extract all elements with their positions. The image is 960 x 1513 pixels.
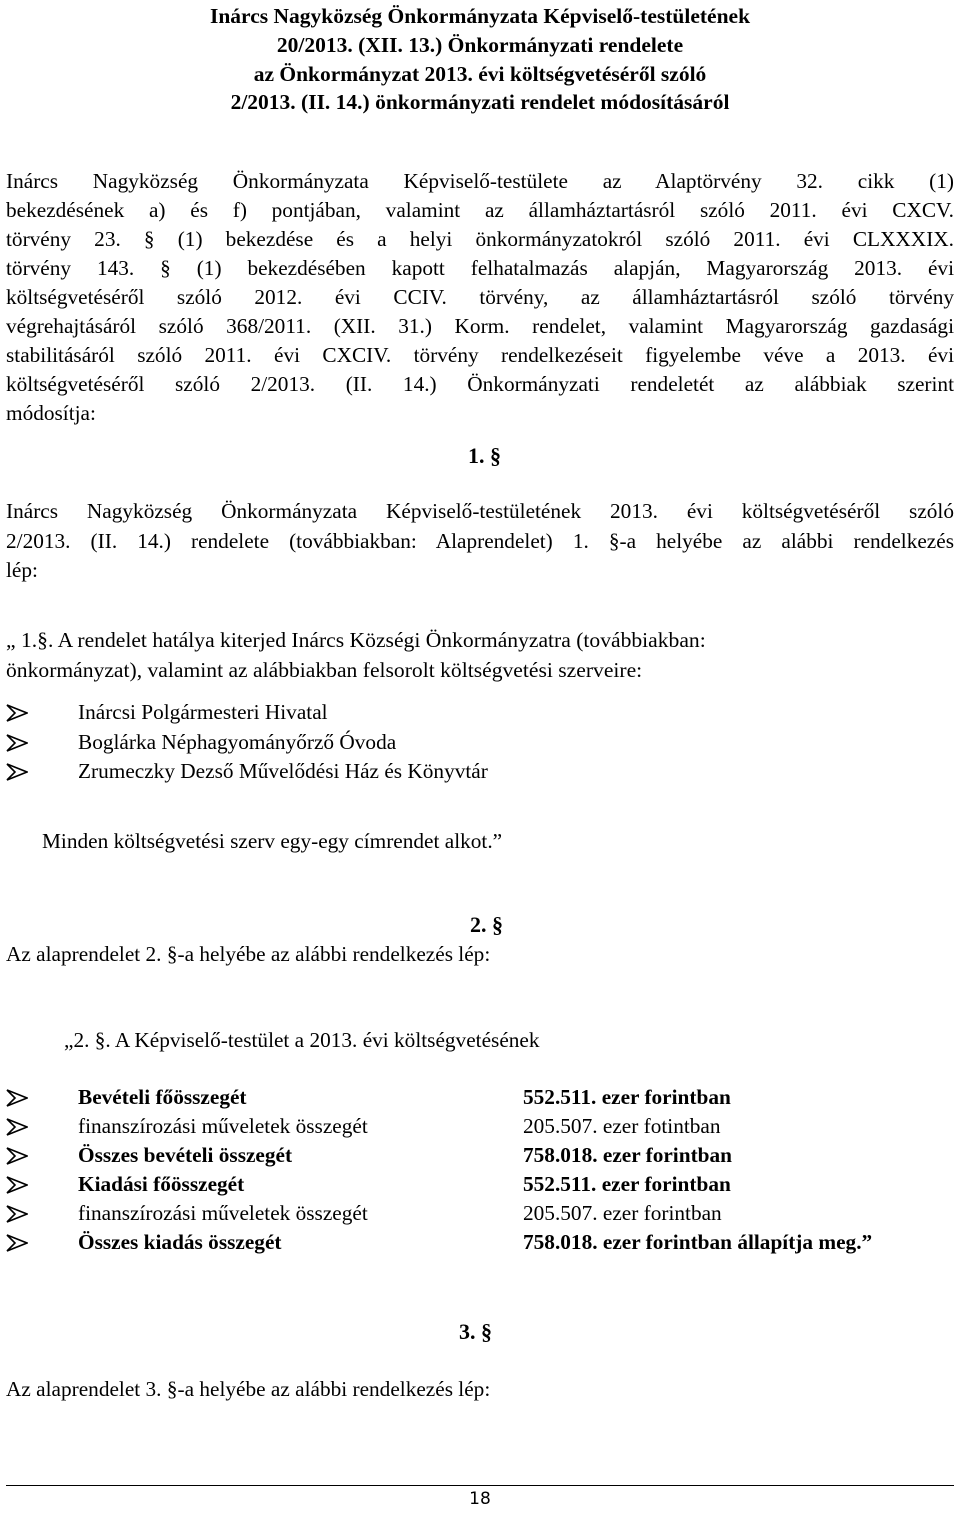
amount-value: 552.511. ezer forintban	[523, 1172, 731, 1196]
quote-line: önkormányzat), valamint az alábbiakban felsorolt költségvetési szerveire:	[6, 657, 643, 682]
section-1-closing: Minden költségvetési szerv egy-egy címrendet alkot.”	[42, 829, 503, 853]
institution-name: Boglárka Néphagyományőrző Óvoda	[78, 729, 397, 754]
section-1-line: 2/2013. (II. 14.) rendelete (továbbiakban: Alaprendelet) 1. §-a helyébe az alábbi rendelkezés	[6, 528, 954, 553]
amount-label: Kiadási főösszegét	[78, 1172, 245, 1196]
preamble-line: törvény 23. § (1) bekezdése és a helyi önkormányzatokról szóló 2011. évi CLXXXIX.	[6, 227, 954, 251]
section-2-quote: „2. §. A Képviselő-testület a 2013. évi költségvetésének	[64, 1028, 540, 1052]
list-item	[6, 698, 488, 728]
preamble-paragraph	[6, 167, 954, 428]
preamble-line: költségvetéséről szóló 2/2013. (II. 14.) Önkormányzati rendeletét az alábbiak szerint	[6, 372, 954, 396]
institution-name: Zrumeczky Dezső Művelődési Ház és Könyvtár	[78, 759, 488, 783]
arrow-bullet-icon	[6, 1205, 28, 1223]
arrow-bullet-icon	[6, 1234, 28, 1252]
amount-label: Összes kiadás összegét	[78, 1230, 282, 1254]
arrow-bullet-icon	[6, 763, 28, 781]
section-3-heading: 3. §	[459, 1319, 492, 1344]
arrow-bullet-icon	[6, 704, 28, 722]
page-number: 18	[469, 1489, 491, 1509]
institution-list	[6, 698, 488, 787]
quote-line: „ 1.§. A rendelet hatálya kiterjed Inárcs Községi Önkormányzatra (továbbiakban:	[6, 628, 706, 652]
list-item	[6, 1112, 946, 1141]
preamble-line: végrehajtásáról szóló 368/2011. (XII. 31.) Korm. rendelet, valamint Magyarország gazdasági	[6, 314, 954, 338]
arrow-bullet-icon	[6, 1118, 28, 1136]
title-line: 2/2013. (II. 14.) önkormányzati rendelet módosításáról	[230, 90, 730, 115]
preamble-line: stabilitásáról szóló 2011. évi CXCIV. törvény rendelkezéseit figyelembe véve a 2013. évi	[6, 343, 954, 367]
list-item	[6, 1141, 946, 1170]
preamble-line: módosítja:	[6, 401, 96, 425]
section-3-intro: Az alaprendelet 3. §-a helyébe az alábbi rendelkezés lép:	[6, 1377, 491, 1401]
preamble-line: költségvetéséről szóló 2012. évi CCIV. törvény, az államháztartásról szóló törvény	[6, 285, 954, 309]
document-title	[60, 2, 900, 117]
list-item	[6, 757, 488, 787]
section-2-heading: 2. §	[470, 912, 503, 937]
arrow-bullet-icon	[6, 1089, 28, 1107]
list-item	[6, 1199, 946, 1228]
title-line: 20/2013. (XII. 13.) Önkormányzati rendelete	[276, 32, 684, 57]
section-1-line: Inárcs Nagyközség Önkormányzata Képviselő-testületének 2013. évi költségvetéséről szóló	[6, 499, 954, 523]
section-1-heading: 1. §	[468, 443, 501, 468]
list-item	[6, 1083, 946, 1112]
arrow-bullet-icon	[6, 1147, 28, 1165]
preamble-line: törvény 143. § (1) bekezdésében kapott felhatalmazás alapján, Magyarország 2013. évi	[6, 256, 954, 280]
amount-value: 758.018. ezer forintban	[523, 1143, 732, 1167]
section-2-intro: Az alaprendelet 2. §-a helyébe az alábbi rendelkezés lép:	[6, 942, 491, 966]
section-1-line: lép:	[6, 558, 38, 582]
arrow-bullet-icon	[6, 734, 28, 752]
amount-value: 205.507. ezer fotintban	[523, 1114, 721, 1138]
preamble-line: Inárcs Nagyközség Önkormányzata Képviselő-testülete az Alaptörvény 32. cikk (1)	[6, 169, 954, 193]
section-1-paragraph	[6, 497, 954, 586]
title-line: az Önkormányzat 2013. évi költségvetéséről szóló	[253, 61, 707, 86]
amount-label: finanszírozási műveletek összegét	[78, 1114, 368, 1138]
list-item	[6, 1228, 946, 1257]
amount-label: finanszírozási műveletek összegét	[78, 1201, 368, 1225]
institution-name: Inárcsi Polgármesteri Hivatal	[78, 700, 328, 724]
amount-label: Bevételi főösszegét	[78, 1085, 247, 1109]
section-1-quote	[6, 626, 954, 685]
preamble-line: bekezdésének a) és f) pontjában, valamint az államháztartásról szóló 2011. évi CXCV.	[6, 198, 954, 222]
arrow-bullet-icon	[6, 1176, 28, 1194]
title-line: Inárcs Nagyközség Önkormányzata Képviselő-testületének	[209, 4, 751, 28]
amount-value: 552.511. ezer forintban	[523, 1085, 731, 1109]
list-item	[6, 1170, 946, 1199]
footer-divider	[6, 1485, 954, 1486]
amount-value: 758.018. ezer forintban állapítja meg.”	[523, 1230, 873, 1254]
amount-label: Összes bevételi összegét	[78, 1143, 293, 1167]
amount-value: 205.507. ezer forintban	[523, 1201, 722, 1225]
budget-amounts-list	[6, 1083, 946, 1257]
list-item	[6, 728, 488, 758]
